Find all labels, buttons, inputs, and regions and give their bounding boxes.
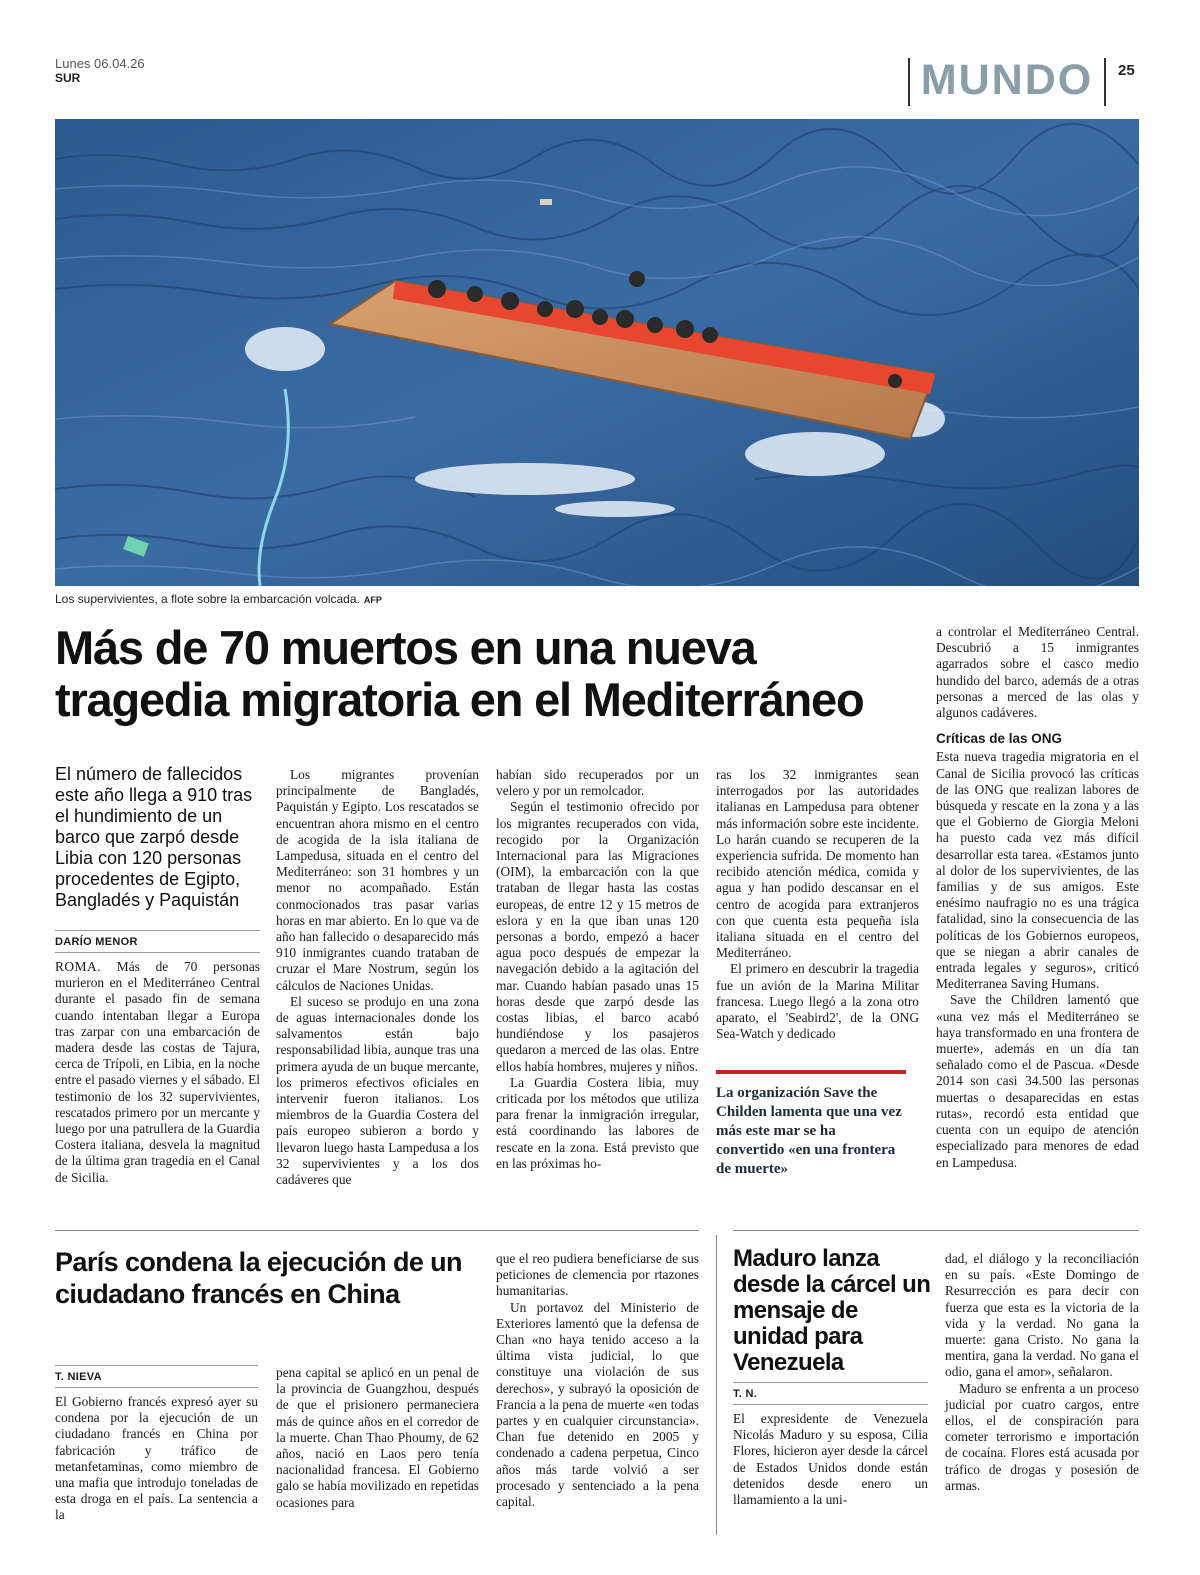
caption-text: Los supervivientes, a flote sobre la embarcación volcada. xyxy=(55,592,360,606)
paris-column-2 xyxy=(276,1365,479,1511)
paragraph: habían sido recuperados por un velero y por un remolcador. xyxy=(496,767,699,799)
paragraph: El suceso se produjo en una zona de aguas internacionales donde los salvamentos están bajo responsabilidad libia, aunque tras una primera ayuda de un buque mercante, los primeros efectivos oficiales en intervenir fueron italianos. Los miembros de la Guardia Costera del país europeo subieron a bordo y llevaron luego hasta Lampedusa a los 32 supervivientes y a los dos cadáveres que xyxy=(276,993,479,1188)
issue-date: Lunes 06.04.26 xyxy=(55,56,145,71)
dateline: ROMA. xyxy=(55,959,102,974)
main-column-4 xyxy=(716,767,919,1042)
column-text xyxy=(55,959,260,1186)
divider xyxy=(55,1230,699,1231)
paragraph: El primero en descubrir la tragedia fue un avión de la Marina Militar francesa. Luego llegó a la zona otro aparato, el 'Seabird2', de la ONG Sea-Watch y dedicado xyxy=(716,961,919,1042)
maduro-headline: Maduro lanza desde la cárcel un mensaje de unidad para Venezuela xyxy=(733,1245,931,1376)
paragraph: Un portavoz del Ministerio de Exteriores lamentó que la defensa de Chan «no haya tenido acceso a la última vista judicial, lo que constituye una violación de sus derechos», y subrayó la oposición de Francia a la pena de muerte «en todas partes y en cualquier circunstancia». Chan fue detenido en 2005 y condenado a cadena perpetua, Cinco años más tarde volvió a ser procesado y sentenciado a la pena capital. xyxy=(496,1299,699,1510)
lead-photo xyxy=(55,119,1139,586)
paragraph: que el reo pudiera beneficiarse de sus peticiones de clemencia por rtazones humanitarias. xyxy=(496,1251,699,1299)
paris-column-3 xyxy=(496,1251,699,1510)
paragraph: Save the Children lamentó que «una vez más el Mediterráneo se haya transformado en una frontera de muerte», además en un día tan señalado como el de Pascua. «Desde 2014 son casi 34.500 las personas muertas o desaparecidas en estas rutas», recordó esta entidad que cuenta con un equipo de atención especializado para menores de edad en Lampedusa. xyxy=(936,992,1139,1170)
paragraph: Maduro se enfrenta a un proceso judicial por cuatro cargos, entre ellos, el de conspiración para cometer terrorismo e importación de cocaína. Flores está acusada por tráfico de drogas y posesión de armas. xyxy=(945,1380,1139,1493)
main-column-5 xyxy=(936,624,1139,1171)
page-number: 25 xyxy=(1118,62,1135,79)
paragraph: La Guardia Costera libia, muy criticada por los métodos que utiliza para frenar la inmigración irregular, está coordinando las labores de rescate en la zona. Está previsto que en las próximas ho- xyxy=(496,1074,699,1171)
paragraph: El Gobierno francés expresó ayer su condena por la ejecución de un ciudadano francés en China por fabricación y tráfico de metanfetaminas, como miembro de una mafia que introdujo toneladas de esta droga en el país. La sentencia a la xyxy=(55,1394,258,1523)
byline: T. N. xyxy=(733,1382,928,1405)
standfirst: El número de fallecidos este año llega a 910 tras el hundimiento de un barco que zarpó desde Libia con 120 personas procedentes de Egipto, Bangladés y Paquistán xyxy=(55,764,253,910)
column-text xyxy=(733,1411,928,1508)
subheading: Críticas de las ONG xyxy=(936,731,1063,747)
pull-quote: La organización Save the Childen lamenta que una vez más este mar se ha convertido «en una frontera de muerte» xyxy=(716,1070,906,1179)
paragraph: Según el testimonio ofrecido por los migrantes recuperados con vida, recogido por la Organización Internacional para las Migraciones (OIM), la embarcación con la que trataban de llegar hasta las costas europeas, de entre 12 y 15 metros de eslora y en la que iban unas 120 personas a bordo, empezó a hacer agua poco después de empezar la navegación debido a la agitación del mar. Cuando habían pasado unas 15 horas desde que zarpó desde las costas libias, el barco acabó hundiéndose y los pasajeros quedaron a merced de las olas. Entre ellos había hombres, mujeres y niños. xyxy=(496,799,699,1074)
main-column-3 xyxy=(496,767,699,1172)
paragraph: Los migrantes provenían principalmente de Bangladés, Paquistán y Egipto. Los rescatados se encuentran ahora mismo en el centro de acogida de la isla italiana de Lampedusa, situada en el centro del Mediterráneo: son 31 hombres y un menor no acompañado. Están conmocionados tras pasar varias horas en mar abierto. En lo que va de año han fallecido o desaparecido más 910 inmigrantes cuando trataban de cruzar el Mare Nostrum, según los cálculos de Naciones Unidas. xyxy=(276,767,479,993)
paragraph: a controlar el Mediterráneo Central. Descubrió a 15 inmigrantes agarrados sobre el casco medio hundido del barco, además de a otras personas a merced de las olas y algunos cadáveres. xyxy=(936,624,1139,721)
paragraph xyxy=(55,959,260,1186)
paris-column-1 xyxy=(55,1365,258,1524)
photo-credit: AFP xyxy=(363,595,382,605)
main-column-1 xyxy=(55,930,260,1186)
paris-headline: París condena la ejecución de un ciudadano francés en China xyxy=(55,1247,462,1309)
paragraph: dad, el diálogo y la reconciliación en su país. «Este Domingo de Resurrección es para decir con fuerza que esta es la victoria de la vida y la verdad. No gana la muerte: gana Cristo. No gana la mentira, gana la verdad. No gana el odio, gana el amor», señalaron. xyxy=(945,1251,1139,1380)
main-headline: Más de 70 muertos en una nueva tragedia migratoria en el Mediterráneo xyxy=(55,621,864,726)
byline: DARÍO MENOR xyxy=(55,930,260,953)
paragraph: pena capital se aplicó en un penal de la provincia de Guangzhou, después de que el prisionero permaneciera más de quince años en el corredor de la muerte. Chan Thao Phoumy, de 62 años, nació en Laos pero tenía nacionalidad francesa. El Gobierno galo se había movilizado en repetidas ocasiones para xyxy=(276,1365,479,1510)
column-text xyxy=(55,1394,258,1524)
photo-caption xyxy=(55,592,382,606)
section-title: MUNDO xyxy=(920,56,1094,104)
paragraph: Esta nueva tragedia migratoria en el Canal de Sicilia provocó las críticas de las ONG que realizan labores de búsqueda y rescate en la zona y a las que el Gobierno de Giorgia Meloni ha puesto cada vez más difícil desarrollar esta tarea. «Estamos junto al dolor de los supervivientes, de las familias y de sus amigos. Este enésimo naufragio no es una trágica fatalidad, sino la consecuencia de las políticas de los Gobiernos europeos, que se niegan a abrir canales de entrada legales y seguros», criticó Mediterranea Saving Humans. xyxy=(936,749,1139,992)
main-column-2 xyxy=(276,767,479,1188)
maduro-column-2 xyxy=(945,1251,1139,1494)
byline: T. NIEVA xyxy=(55,1365,258,1388)
maduro-column-1 xyxy=(733,1382,928,1508)
paragraph: El expresidente de Venezuela Nicolás Maduro y su esposa, Cilia Flores, hicieron ayer desde la cárcel de Estados Unidos donde están detenidos desde enero un llamamiento a la uni- xyxy=(733,1411,928,1508)
column-divider xyxy=(716,1235,717,1535)
paragraph: ras los 32 inmigrantes sean interrogados por las autoridades italianas en Lampedusa para obtener más información sobre este incidente. Lo harán cuando se recuperen de la experiencia sufrida. De momento han recibido atención médica, comida y agua y han podido descansar en el centro de acogida para extranjeros con que cuenta esta pequeña isla italiana situada en el centro del Mediterráneo. xyxy=(716,767,919,961)
newspaper-name: SUR xyxy=(55,71,81,85)
paragraph-text: Más de 70 personas murieron en el Mediterráneo Central durante el pasado fin de semana cuando intentaban llegar a Europa tras zarpar con una embarcación de madera desde las costas de Tajura, cerca de Trípoli, en Libia, en la noche entre el pasado viernes y el sábado. El testimonio de los 32 supervivientes, rescatados primero por un mercante y luego por una patrullera de la Guardia Costera italiana, desvela la magnitud de la última gran tragedia en el Canal de Sicilia. xyxy=(55,959,260,1185)
divider xyxy=(733,1230,1139,1231)
capsized-boat-illustration xyxy=(55,119,1139,586)
